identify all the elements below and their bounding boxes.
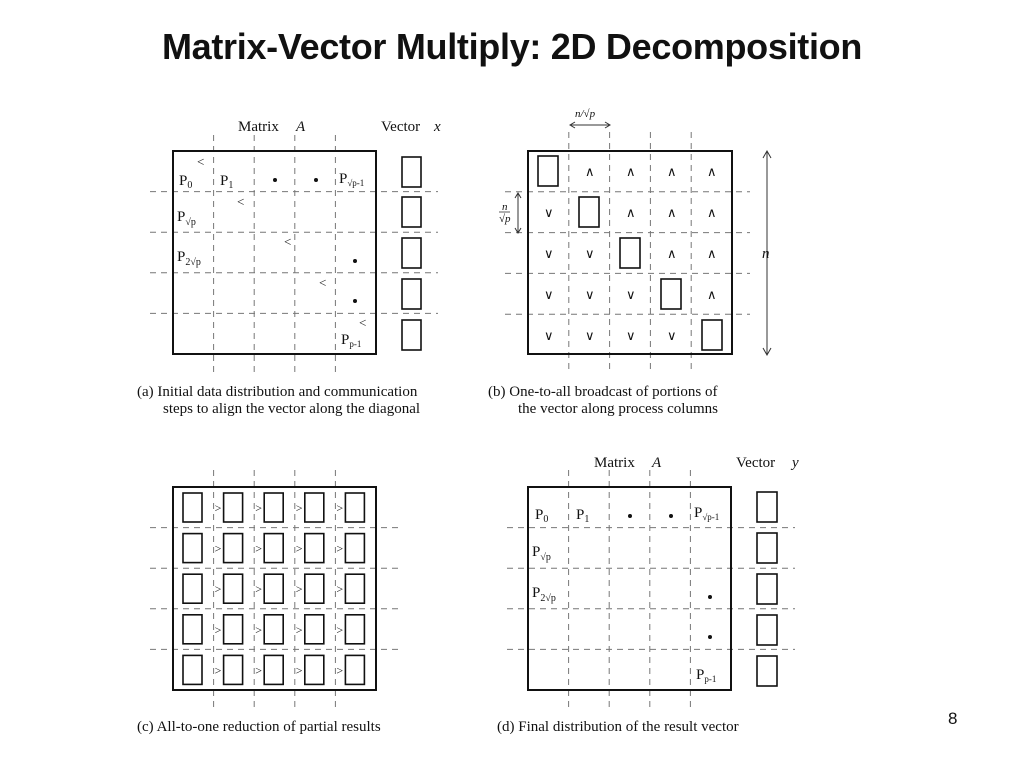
- vector-x-segment: [402, 320, 421, 350]
- diagonal-vector-block: [702, 320, 722, 350]
- panel-d-matrix-var: A: [652, 455, 662, 471]
- ellipsis-dot: [353, 259, 357, 263]
- partial-result-block: [305, 493, 324, 522]
- panel-c-partial-results: [183, 493, 364, 684]
- panel-d-label-prow2: $P_{2√p}$: [532, 585, 556, 604]
- broadcast-arrow-down: ∨: [585, 287, 595, 302]
- broadcast-arrow-down: ∨: [544, 287, 554, 302]
- panel-d-grid: [507, 470, 795, 708]
- reduction-arrow: >: [336, 622, 344, 637]
- broadcast-arrow-down: ∨: [585, 328, 595, 343]
- reduction-arrow: >: [295, 582, 303, 597]
- partial-result-block: [183, 534, 202, 563]
- partial-result-block: [183, 655, 202, 684]
- reduction-arrow: >: [255, 622, 262, 637]
- partial-result-block: [224, 493, 243, 522]
- panel-d-matrix-label: Matrix: [594, 455, 635, 471]
- reduction-arrow: >: [336, 541, 344, 556]
- reduction-arrow: >: [295, 663, 303, 678]
- slide-number: 8: [948, 709, 958, 728]
- partial-result-block: [264, 534, 283, 563]
- partial-result-block: [224, 615, 243, 644]
- partial-result-block: [345, 615, 364, 644]
- broadcast-arrow-down: ∨: [585, 246, 595, 261]
- reduction-arrow: >: [255, 541, 262, 556]
- panel-a-label-prow1: $P_{√p}$: [177, 209, 196, 228]
- partial-result-block: [264, 615, 283, 644]
- panel-c: [137, 470, 398, 735]
- panel-a-label-p0: $P_0$: [179, 173, 193, 191]
- vector-x-segment: [402, 238, 421, 268]
- reduction-arrow: >: [336, 501, 344, 515]
- ellipsis-dot: [628, 514, 632, 518]
- vector-x-segment: [402, 157, 421, 187]
- partial-result-block: [345, 534, 364, 563]
- panel-a: [137, 119, 441, 417]
- vector-y-segment: [757, 574, 777, 604]
- panel-a-label-plast: $P_{p-1}$: [341, 332, 362, 349]
- broadcast-arrow-down: ∨: [626, 287, 636, 302]
- partial-result-block: [305, 655, 324, 684]
- slide-title: Matrix-Vector Multiply: 2D Decomposition: [161, 26, 863, 67]
- align-arrow: <: [197, 154, 205, 169]
- align-arrow: <: [284, 234, 292, 249]
- partial-result-block: [305, 534, 324, 563]
- partial-result-block: [264, 574, 283, 603]
- align-arrow: <: [319, 275, 327, 290]
- broadcast-arrow-up: ∧: [626, 205, 636, 220]
- partial-result-block: [183, 574, 202, 603]
- panel-a-caption-line2: steps to align the vector along the diagonal: [163, 401, 421, 417]
- panel-b-height-label-num: n: [502, 201, 508, 213]
- align-arrow: <: [237, 194, 245, 209]
- broadcast-arrow-down: ∨: [544, 246, 554, 261]
- panel-a-grid: [150, 135, 438, 372]
- panel-d-caption-line1: (d) Final distribution of the result vector: [497, 719, 739, 735]
- panel-d-label-pcol: $P_{√p-1}$: [694, 505, 720, 522]
- ellipsis-dot: [353, 299, 357, 303]
- broadcast-arrow-down: ∨: [544, 328, 554, 343]
- broadcast-arrow-up: ∧: [585, 164, 595, 179]
- partial-result-block: [183, 493, 202, 522]
- panel-d-vector-label: Vector: [736, 455, 776, 471]
- panel-b-height-label-den: √p: [499, 213, 511, 225]
- panel-b-caption-line1: (b) One-to-all broadcast of portions of: [488, 384, 718, 400]
- partial-result-block: [224, 574, 243, 603]
- panel-b-caption-line2: the vector along process columns: [518, 401, 718, 417]
- panel-a-matrix-var: A: [296, 119, 306, 135]
- broadcast-arrow-up: ∧: [707, 287, 717, 302]
- broadcast-arrow-down: ∨: [667, 328, 677, 343]
- reduction-arrow: >: [295, 541, 303, 556]
- diagonal-vector-block: [579, 197, 599, 227]
- broadcast-arrow-up: ∧: [667, 246, 677, 261]
- panel-b-width-label: n/√p: [575, 108, 596, 120]
- ellipsis-dot: [708, 635, 712, 639]
- panel-a-label-prow2: $P_{2√p}$: [177, 249, 201, 268]
- broadcast-arrow-up: ∧: [667, 164, 677, 179]
- ellipsis-dot: [314, 178, 318, 182]
- panel-a-caption-line1: (a) Initial data distribution and communication: [137, 384, 418, 400]
- partial-result-block: [224, 534, 243, 563]
- vector-y-segment: [757, 656, 777, 686]
- panel-d-vector-var: y: [792, 455, 799, 471]
- partial-result-block: [305, 574, 324, 603]
- vector-y-segment: [757, 533, 777, 563]
- partial-result-block: [305, 615, 324, 644]
- panel-d-label-p0: $P_0$: [535, 507, 549, 525]
- reduction-arrow: >: [214, 541, 222, 556]
- panel-d-label-prow1: $P_{√p}$: [532, 544, 551, 563]
- reduction-arrow: >: [295, 622, 303, 637]
- panel-a-label-pcol: $P_{√p-1}$: [339, 171, 365, 188]
- partial-result-block: [345, 493, 364, 522]
- partial-result-block: [264, 493, 283, 522]
- diagonal-vector-block: [620, 238, 640, 268]
- reduction-arrow: >: [255, 501, 262, 515]
- panel-d: [497, 455, 799, 735]
- broadcast-arrow-up: ∧: [626, 164, 636, 179]
- vector-x-segment: [402, 197, 421, 227]
- diagonal-vector-block: [661, 279, 681, 309]
- broadcast-arrow-down: ∨: [626, 328, 636, 343]
- partial-result-block: [224, 655, 243, 684]
- panel-d-label-plast: $P_{p-1}$: [696, 667, 717, 684]
- panel-a-label-p1: $P_1$: [220, 173, 234, 191]
- broadcast-arrow-up: ∧: [707, 164, 717, 179]
- vector-x-segment: [402, 279, 421, 309]
- vector-y-segment: [757, 615, 777, 645]
- ellipsis-dot: [669, 514, 673, 518]
- panel-b-size-label: n: [762, 246, 770, 262]
- reduction-arrow: >: [255, 663, 262, 678]
- vector-y-segment: [757, 492, 777, 522]
- align-arrow: <: [359, 315, 367, 330]
- partial-result-block: [183, 615, 202, 644]
- diagonal-vector-block: [538, 156, 558, 186]
- reduction-arrow: >: [214, 501, 222, 515]
- partial-result-block: [345, 574, 364, 603]
- reduction-arrow: >: [336, 582, 344, 597]
- reduction-arrow: >: [214, 622, 222, 637]
- reduction-arrow: >: [214, 663, 222, 678]
- partial-result-block: [345, 655, 364, 684]
- reduction-arrow: >: [255, 582, 262, 597]
- partial-result-block: [264, 655, 283, 684]
- broadcast-arrow-down: ∨: [544, 205, 554, 220]
- ellipsis-dot: [273, 178, 277, 182]
- broadcast-arrow-up: ∧: [667, 205, 677, 220]
- reduction-arrow: >: [336, 663, 344, 678]
- reduction-arrow: >: [295, 501, 303, 515]
- panel-a-vector-var: x: [434, 119, 441, 135]
- panel-a-vector-label: Vector: [381, 119, 421, 135]
- broadcast-arrow-up: ∧: [707, 246, 717, 261]
- ellipsis-dot: [708, 595, 712, 599]
- broadcast-arrow-up: ∧: [707, 205, 717, 220]
- panel-d-label-p1: $P_1$: [576, 507, 590, 525]
- reduction-arrow: >: [214, 582, 222, 597]
- panel-c-caption-line1: (c) All-to-one reduction of partial results: [137, 719, 381, 735]
- panel-b: [488, 108, 771, 417]
- panel-a-matrix-label: Matrix: [238, 119, 279, 135]
